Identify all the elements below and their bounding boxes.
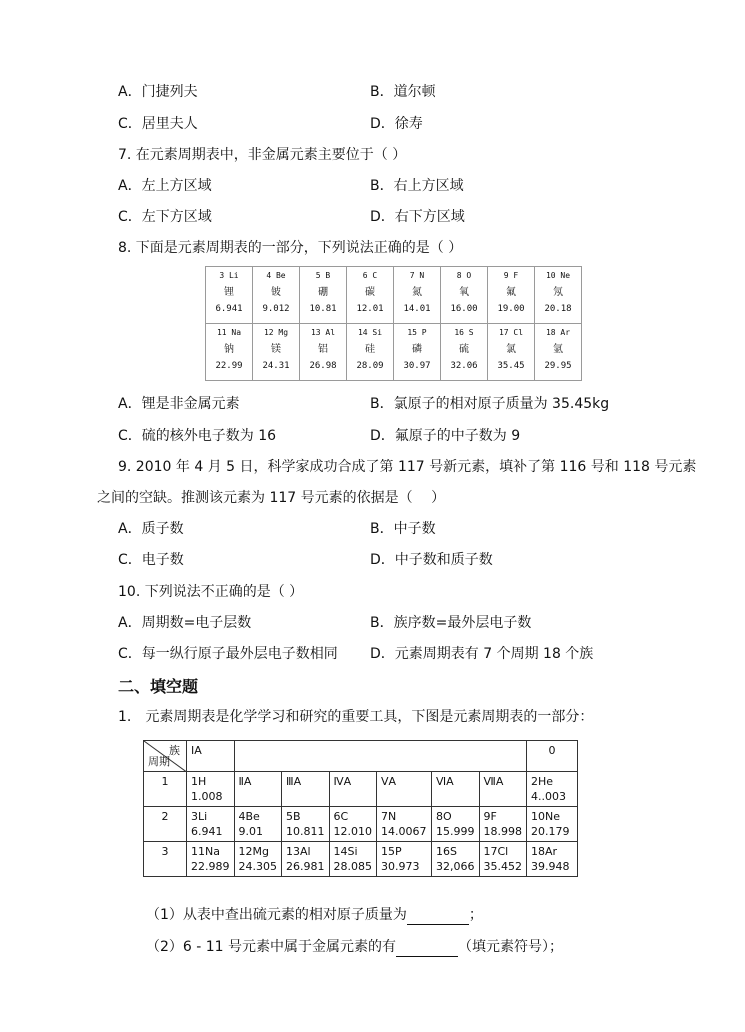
element-cell: 17 Cl 氯 35.45 [488, 324, 535, 381]
element-cell: 3Li 6.941 [187, 807, 235, 842]
q7-stem: 7. 在元素周期表中，非金属元素主要位于（ ） [118, 147, 407, 163]
element-cell: 13Al 26.981 [282, 842, 330, 877]
element-cell: 1H 1.008 [187, 772, 235, 807]
q6-options-row1 [118, 82, 678, 102]
fill1-sub1 [146, 905, 483, 925]
q6-option-b: B．道尔顿 [370, 84, 436, 100]
element-cell: 12 Mg 镁 24.31 [253, 324, 300, 381]
element-cell: 8 O 氧 16.00 [441, 267, 488, 324]
q8-table-row [206, 267, 582, 324]
fill1-stem: 1. 元素周期表是化学学习和研究的重要工具，下图是元素周期表的一部分： [118, 709, 594, 725]
q8-option-a: A．锂是非金属元素 [118, 396, 240, 412]
q7-options-row1 [118, 176, 678, 196]
element-cell: 16S 32,066 [432, 842, 480, 877]
period-number: 3 [144, 842, 187, 877]
table-row [144, 842, 578, 877]
q10-options-row1 [118, 613, 678, 633]
element-cell: 15P 30.973 [377, 842, 432, 877]
q6-option-d: D．徐寿 [370, 116, 423, 132]
group-label: 族 [169, 744, 180, 757]
q8-option-c: C．硫的核外电子数为 16 [118, 428, 277, 444]
q6-option-c: C．居里夫人 [118, 116, 198, 132]
q9-stem-line2: 之间的空缺。推测该元素为 117 号元素的依据是（ ） [97, 490, 446, 506]
q9-option-d: D．中子数和质子数 [370, 552, 493, 568]
group-header-viia: ⅦA [479, 772, 527, 807]
q10-option-d: D．元素周期表有 7 个周期 18 个族 [370, 646, 594, 662]
answer-blank[interactable] [407, 910, 469, 925]
element-cell: 18 Ar 氩 29.95 [535, 324, 582, 381]
table-header-row [144, 741, 578, 772]
q8-options-row2 [118, 426, 678, 446]
element-cell: 16 S 硫 32.06 [441, 324, 488, 381]
group-header-blank [234, 741, 527, 772]
period-number: 1 [144, 772, 187, 807]
period-label: 周期 [148, 755, 170, 768]
group-header-iva: ⅣA [329, 772, 377, 807]
q9-option-b: B．中子数 [370, 521, 436, 537]
q8-table-row [206, 324, 582, 381]
q6-options-row2 [118, 114, 678, 134]
element-cell: 7N 14.0067 [377, 807, 432, 842]
element-cell: 18Ar 39.948 [527, 842, 578, 877]
sub1-suffix: ； [468, 907, 483, 923]
q9-options-row2 [118, 550, 678, 570]
element-cell: 4 Be 铍 9.012 [253, 267, 300, 324]
element-cell: 12Mg 24.305 [234, 842, 282, 877]
element-cell: 5B 10.811 [282, 807, 330, 842]
group-header-via: ⅥA [432, 772, 480, 807]
element-cell: 14 Si 硅 28.09 [347, 324, 394, 381]
q9-options-row1 [118, 519, 678, 539]
element-cell: 8O 15.999 [432, 807, 480, 842]
table-row [144, 772, 578, 807]
period-number: 2 [144, 807, 187, 842]
q8-stem: 8. 下面是元素周期表的一部分，下列说法正确的是（ ） [118, 240, 463, 256]
element-cell: 11Na 22.989 [187, 842, 235, 877]
sub2-prompt: （2）6 - 11 号元素中属于金属元素的有 [146, 939, 397, 955]
element-cell: 7 N 氮 14.01 [394, 267, 441, 324]
element-cell: 2He 4..003 [527, 772, 578, 807]
q7-option-b: B．右上方区域 [370, 178, 464, 194]
q8-periodic-table [205, 266, 582, 381]
element-cell: 4Be 9.01 [234, 807, 282, 842]
element-cell: 10Ne 20.179 [527, 807, 578, 842]
q7-option-a: A．左上方区域 [118, 178, 212, 194]
group-header-iiia: ⅢA [282, 772, 330, 807]
element-cell: 9 F 氟 19.00 [488, 267, 535, 324]
element-cell: 13 Al 铝 26.98 [300, 324, 347, 381]
group-header-ia: ⅠA [187, 741, 235, 772]
q10-options-row2 [118, 644, 678, 664]
q9-option-a: A．质子数 [118, 521, 184, 537]
q10-option-c: C．每一纵行原子最外层电子数相同 [118, 646, 338, 662]
element-cell: 5 B 硼 10.81 [300, 267, 347, 324]
table-row [144, 807, 578, 842]
q10-stem: 10. 下列说法不正确的是（ ） [118, 584, 304, 600]
q10-option-b: B．族序数=最外层电子数 [370, 615, 532, 631]
element-cell: 11 Na 钠 22.99 [206, 324, 253, 381]
element-cell: 9F 18.998 [479, 807, 527, 842]
group-header-0: 0 [527, 741, 578, 772]
element-cell: 6 C 碳 12.01 [347, 267, 394, 324]
element-cell: 6C 12.010 [329, 807, 377, 842]
table-corner-cell [144, 741, 187, 772]
periodic-table-excerpt [143, 740, 578, 877]
group-header-iia: ⅡA [234, 772, 282, 807]
q6-option-a: A．门捷列夫 [118, 84, 198, 100]
sub1-prompt: （1）从表中查出硫元素的相对原子质量为 [146, 907, 407, 923]
q7-option-c: C．左下方区域 [118, 209, 212, 225]
q8-option-d: D．氟原子的中子数为 9 [370, 428, 521, 444]
q7-options-row2 [118, 207, 678, 227]
element-cell: 17Cl 35.452 [479, 842, 527, 877]
element-cell: 14Si 28.085 [329, 842, 377, 877]
q10-option-a: A．周期数=电子层数 [118, 615, 252, 631]
answer-blank[interactable] [396, 942, 458, 957]
element-cell: 15 P 磷 30.97 [394, 324, 441, 381]
q9-option-c: C．电子数 [118, 552, 184, 568]
q8-option-b: B．氯原子的相对原子质量为 35.45kg [370, 396, 610, 412]
group-header-va: ⅤA [377, 772, 432, 807]
q9-stem-line1: 9. 2010 年 4 月 5 日，科学家成功合成了第 117 号新元素，填补了第 116 号和 118 号元素 [118, 459, 697, 475]
fill1-sub2 [146, 937, 563, 957]
element-cell: 10 Ne 氖 20.18 [535, 267, 582, 324]
section-heading-fill-in: 二、填空题 [118, 677, 199, 696]
element-cell: 3 Li 锂 6.941 [206, 267, 253, 324]
q8-options-row1 [118, 394, 678, 414]
sub2-suffix: （填元素符号）； [458, 939, 564, 955]
q7-option-d: D．右下方区域 [370, 209, 465, 225]
